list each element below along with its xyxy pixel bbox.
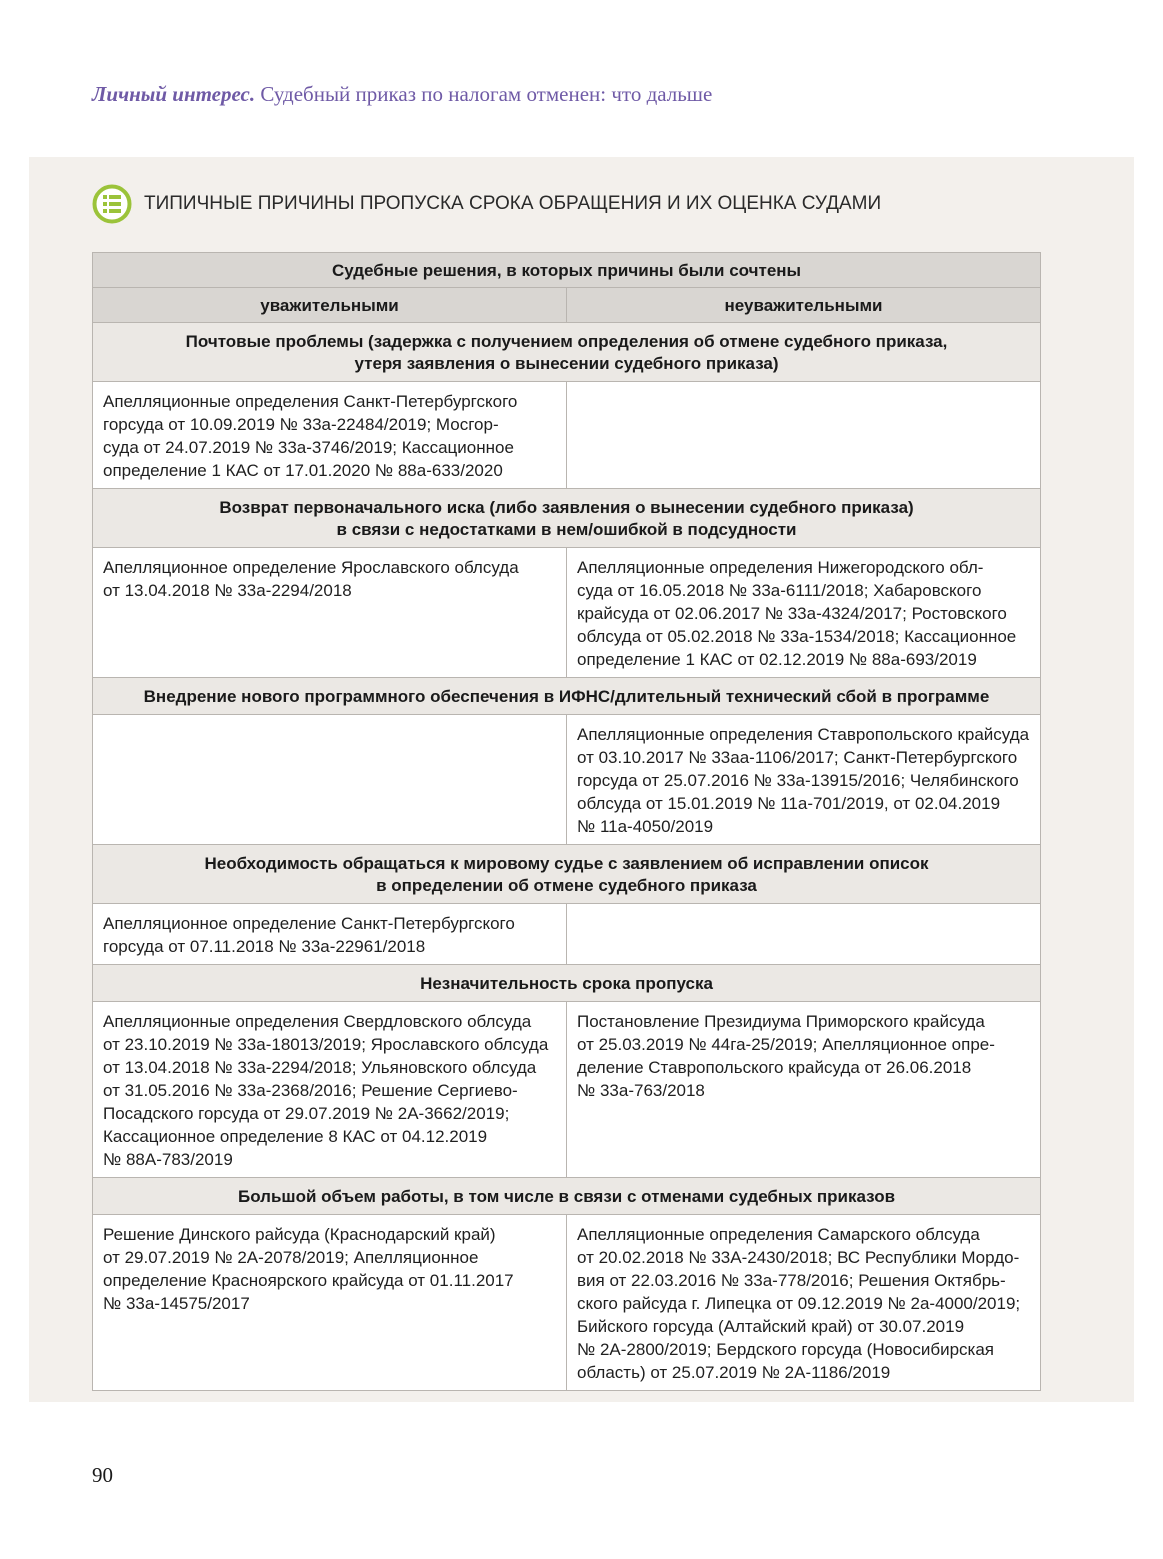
running-head-section: Личный интерес. <box>92 82 256 106</box>
running-head-title: Судебный приказ по налогам отменен: что дальше <box>260 82 713 106</box>
court-decisions-table <box>92 252 1041 1391</box>
running-head <box>92 82 712 107</box>
list-grid-icon <box>92 184 132 224</box>
cell-disrespectful: Апелляционные определения Ставропольского крайсуда от 03.10.2017 № 33аа-1106/2017; Санкт-Петербургского горсуда от 25.07.2016 № 33а-13915/2016; Челябинского облсуда от 15.01.2019 № 11а-701/2019, от 02.04.2019 № 11а-4050/2019 <box>567 715 1041 845</box>
cell-respectful <box>93 715 567 845</box>
cell-disrespectful: Апелляционные определения Самарского облсуда от 20.02.2018 № 33А-2430/2018; ВС Республики Мордо- вия от 22.03.2016 № 33а-778/2016; Решения Октябрь- ского райсуда г. Липецка от 09.12.2019 № 2а-4000/2019; Бийского горсуда (Алтайский край) от 30.07.2019 № 2А-2800/2019; Бердского горсуда (Новосибирская область) от 25.07.2019 № 2А-1186/2019 <box>567 1215 1041 1391</box>
cell-disrespectful <box>567 382 1041 489</box>
cell-respectful: Апелляционное определение Санкт-Петербургского горсуда от 07.11.2018 № 33а-22961/2018 <box>93 904 567 965</box>
table-header: Судебные решения, в которых причины были сочтены <box>93 253 1041 288</box>
group-title: Внедрение нового программного обеспечения в ИФНС/длительный технический сбой в программе <box>93 678 1041 715</box>
group-title: Большой объем работы, в том числе в связи с отменами судебных приказов <box>93 1178 1041 1215</box>
group-title: Почтовые проблемы (задержка с получением определения об отмене судебного приказа, утеря заявления о вынесении судебного приказа) <box>93 323 1041 382</box>
cell-disrespectful: Апелляционные определения Нижегородского обл- суда от 16.05.2018 № 33а-6111/2018; Хабаровского крайсуда от 02.06.2017 № 33а-4324/2017; Ростовского облсуда от 05.02.2018 № 33а-1534/2018; Кассационное определение 1 КАС от 02.12.2019 № 88а-693/2019 <box>567 548 1041 678</box>
cell-respectful: Апелляционное определение Ярославского облсуда от 13.04.2018 № 33а-2294/2018 <box>93 548 567 678</box>
box-heading <box>92 182 881 226</box>
box-title: ТИПИЧНЫЕ ПРИЧИНЫ ПРОПУСКА СРОКА ОБРАЩЕНИЯ И ИХ ОЦЕНКА СУДАМИ <box>144 193 882 214</box>
cell-respectful: Апелляционные определения Свердловского облсуда от 23.10.2019 № 33а-18013/2019; Ярославского облсуда от 13.04.2018 № 33а-2294/2018; Ульяновского облсуда от 31.05.2016 № 33а-2368/2016; Решение Сергиево- Посадского горсуда от 29.07.2019 № 2А-3662/2019; Кассационное определение 8 КАС от 04.12.2019 № 88А-783/2019 <box>93 1002 567 1178</box>
column-header-disrespectful: неуважительными <box>567 288 1041 323</box>
group-title: Незначительность срока пропуска <box>93 965 1041 1002</box>
page-number: 90 <box>92 1463 113 1487</box>
column-header-respectful: уважительными <box>93 288 567 323</box>
cell-respectful: Решение Динского райсуда (Краснодарский край) от 29.07.2019 № 2А-2078/2019; Апелляционное определение Красноярского крайсуда от 01.11.2017 № 33а-14575/2017 <box>93 1215 567 1391</box>
group-title: Возврат первоначального иска (либо заявления о вынесении судебного приказа) в связи с недостатками в нем/ошибкой в подсудности <box>93 489 1041 548</box>
cell-disrespectful <box>567 904 1041 965</box>
group-title: Необходимость обращаться к мировому судье с заявлением об исправлении описок в определении об отмене судебного приказа <box>93 845 1041 904</box>
cell-disrespectful: Постановление Президиума Приморского крайсуда от 25.03.2019 № 44га-25/2019; Апелляционное опре- деление Ставропольского крайсуда от 26.06.2018 № 33а-763/2018 <box>567 1002 1041 1178</box>
cell-respectful: Апелляционные определения Санкт-Петербургского горсуда от 10.09.2019 № 33а-22484/2019; Мосгор- суда от 24.07.2019 № 33а-3746/2019; Кассационное определение 1 КАС от 17.01.2020 № 88а-633/2020 <box>93 382 567 489</box>
